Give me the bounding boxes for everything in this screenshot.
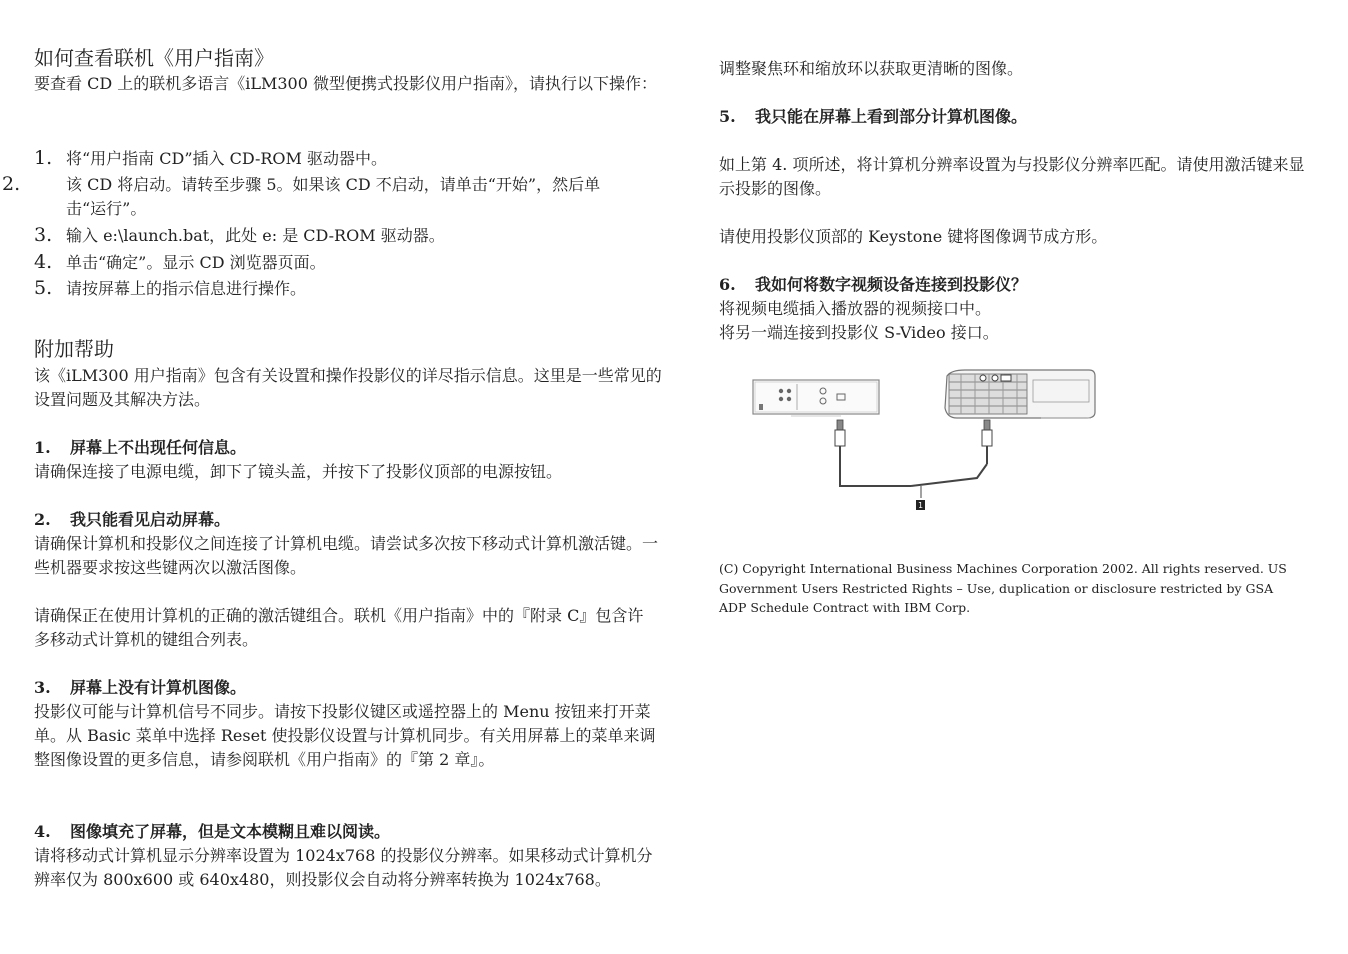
question-heading: 1. 屏幕上不出现任何信息。 [34,438,247,457]
answer-paragraph: 请将移动式计算机显示分辨率设置为 1024x768 的投影仪分辨率。如果移动式计算机分辨率仅为 800x600 或 640x480，则投影仪会自动将分辨率转换为 1024x768。 [34,846,653,889]
list-item: 3. 输入 e:\launch.bat，此处 e: 是 CD-ROM 驱动器。 [34,224,445,246]
answer-paragraph: 投影仪可能与计算机信号不同步。请按下投影仪键区或遥控器上的 Menu 按钮来打开菜单。从 Basic 菜单中选择 Reset 使投影仪设置与计算机同步。有关用屏幕上的菜单来调整图像设置的更多信息，请参阅联机《用户指南》的『第 2 章』。 [34,702,656,769]
answer-paragraph: 请确保正在使用计算机的正确的激活键组合。联机《用户指南》中的『附录 C』包含许多移动式计算机的键组合列表。 [34,606,644,649]
section-title-view-guide: 如何查看联机《用户指南》 [34,46,274,70]
list-item: 2. 该 CD 将启动。请转至步骤 5。如果该 CD 不启动，请单击“开始”，然后单击“运行”。 [2,173,601,218]
answer-paragraph: 请确保连接了电源电缆，卸下了镜头盖，并按下了投影仪顶部的电源按钮。 [34,462,563,481]
section-title-additional-help: 附加帮助 [34,337,114,361]
video-cable-illustration [835,420,992,510]
answer-paragraph: 请确保计算机和投影仪之间连接了计算机电缆。请尝试多次按下移动式计算机激活键。一些机器要求按这些键两次以激活图像。 [34,534,659,577]
answer-continuation: 调整聚焦环和缩放环以获取更清晰的图像。 [719,59,1024,78]
answer-line: 将视频电缆插入播放器的视频接口中。 [719,299,992,318]
question-heading: 5. 我只能在屏幕上看到部分计算机图像。 [719,107,1028,126]
answer-line: 将另一端连接到投影仪 S-Video 接口。 [719,323,999,342]
answer-paragraph: 请使用投影仪顶部的 Keystone 键将图像调节成方形。 [719,227,1108,246]
help-intro: 该《iLM300 用户指南》包含有关设置和操作投影仪的详尽指示信息。这里是一些常见的设置问题及其解决方法。 [34,366,662,409]
question-heading: 3. 屏幕上没有计算机图像。 [34,678,247,697]
video-player-illustration [753,380,879,416]
intro-paragraph: 要查看 CD 上的联机多语言《iLM300 微型便携式投影仪用户指南》，请执行以下操作： [34,74,657,93]
diagram-callout-label: 1 [917,501,924,510]
copyright-notice: (C) Copyright International Business Machines Corporation 2002. All rights reserved. US Government Users Restricted Rights – Use, duplication or disclosure restricted by GSA ADP Schedule Contract with IBM Corp. [719,561,1287,615]
question-heading: 2. 我只能看见启动屏幕。 [34,510,231,529]
list-item: 4. 单击“确定”。显示 CD 浏览器页面。 [34,251,326,273]
list-item: 1. 将“用户指南 CD”插入 CD-ROM 驱动器中。 [34,147,388,169]
answer-paragraph: 如上第 4. 项所述，将计算机分辨率设置为与投影仪分辨率匹配。请使用激活键来显示投影的图像。 [719,155,1305,198]
connection-diagram [751,366,1097,516]
question-heading: 4. 图像填充了屏幕，但是文本模糊且难以阅读。 [34,822,391,841]
list-item: 5. 请按屏幕上的指示信息进行操作。 [34,277,307,299]
projector-illustration [945,370,1095,418]
question-heading: 6. 我如何将数字视频设备连接到投影仪？ [719,275,1028,294]
